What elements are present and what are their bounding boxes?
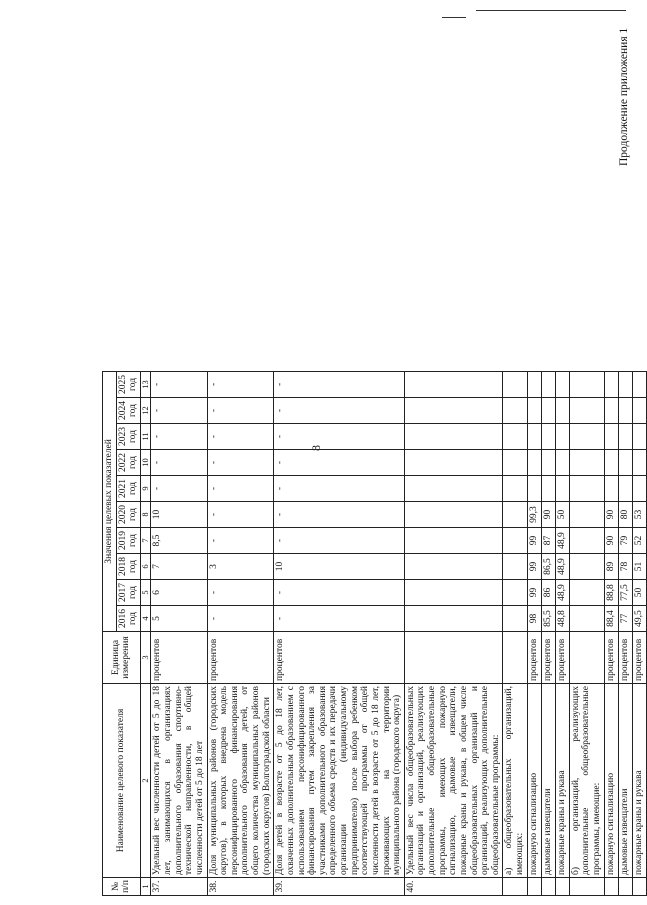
value-cell: -	[151, 450, 207, 476]
value-cell: -	[207, 502, 274, 528]
page-number: 8	[309, 445, 323, 451]
value-cell	[527, 476, 541, 502]
value-cell: 50	[632, 580, 646, 606]
value-cell	[569, 450, 604, 476]
value-cell: 77,5	[618, 580, 632, 606]
value-cell	[541, 371, 555, 397]
value-cell	[404, 476, 503, 502]
value-cell: -	[151, 476, 207, 502]
indicator-name: пожарные краны и рукава	[555, 684, 569, 878]
header-year: 2020 год	[116, 502, 140, 528]
row-number	[503, 878, 527, 896]
value-cell: -	[207, 371, 274, 397]
value-cell: 48,9	[555, 580, 569, 606]
unit-cell: процентов	[527, 632, 541, 684]
value-cell: 85,5	[541, 606, 555, 632]
value-cell: 77	[618, 606, 632, 632]
row-number	[555, 878, 569, 896]
header-values-group: Значения целевых показателей	[103, 371, 117, 631]
indicator-name: Удельный вес числа общеобразовательных организаций и организаций, реализующих дополнительные общеобразовательные программы, имеющих пожарную сигнализацию, дымовые извещатели, пожарные краны и рукава, в общем числе общеобразовательных организаций и организаций, реализующих дополнительные общеобразовательные программы:	[404, 684, 503, 878]
value-cell	[569, 554, 604, 580]
unit-cell: процентов	[151, 632, 207, 684]
blank-area	[274, 0, 405, 371]
table-row	[604, 0, 618, 896]
indicator-name: а) общеобразовательных организаций, имеющих:	[503, 684, 527, 878]
value-cell	[503, 502, 527, 528]
indicator-name: дымовые извещатели	[541, 684, 555, 878]
value-cell: 8,5	[151, 528, 207, 554]
value-cell: 86,5	[541, 554, 555, 580]
blank-area	[151, 0, 207, 371]
value-cell	[404, 554, 503, 580]
value-cell: 88,4	[604, 606, 618, 632]
value-cell: 87	[541, 528, 555, 554]
value-cell: 99	[527, 554, 541, 580]
blank-area	[503, 0, 527, 371]
value-cell: 48,9	[555, 528, 569, 554]
value-cell: -	[207, 528, 274, 554]
row-number: 39.	[274, 878, 405, 896]
value-cell	[569, 606, 604, 632]
value-cell: 90	[604, 528, 618, 554]
unit-cell: процентов	[555, 632, 569, 684]
table-row	[151, 0, 207, 896]
unit-cell: процентов	[541, 632, 555, 684]
value-cell: -	[274, 450, 405, 476]
row-number	[527, 878, 541, 896]
column-number: 12	[140, 398, 151, 424]
value-cell: 48,8	[555, 606, 569, 632]
value-cell: 52	[632, 528, 646, 554]
unit-cell: процентов	[618, 632, 632, 684]
table-row	[555, 0, 569, 896]
value-cell: -	[207, 398, 274, 424]
header-year: 2023 год	[116, 424, 140, 450]
value-cell	[618, 424, 632, 450]
blank-area	[632, 0, 646, 371]
value-cell	[569, 476, 604, 502]
indicator-name: Удельный вес численности детей от 5 до 18 лет, занимающихся в организациях дополнительного образования спортивно-технической направленности, в общей численности детей от 5 до 18 лет	[151, 684, 207, 878]
value-cell: -	[274, 476, 405, 502]
column-number: 7	[140, 528, 151, 554]
value-cell	[527, 450, 541, 476]
value-cell: -	[274, 371, 405, 397]
value-cell	[541, 450, 555, 476]
value-cell: 48,9	[555, 554, 569, 580]
value-cell: -	[151, 371, 207, 397]
value-cell	[404, 580, 503, 606]
row-number	[541, 878, 555, 896]
blank-area	[404, 0, 503, 371]
value-cell	[618, 476, 632, 502]
column-number: 5	[140, 580, 151, 606]
value-cell	[569, 528, 604, 554]
value-cell	[632, 398, 646, 424]
value-cell	[404, 398, 503, 424]
value-cell: 99,3	[527, 502, 541, 528]
value-cell	[503, 398, 527, 424]
unit-cell	[503, 632, 527, 684]
unit-cell: процентов	[604, 632, 618, 684]
indicator-name: Доля муниципальных районов (городских округов), в которых внедрена модель персонифицированного финансирования дополнительного образования детей, от общего количества муниципальных районов (городских округов) Волгоградской области	[207, 684, 274, 878]
value-cell: -	[151, 398, 207, 424]
value-cell	[503, 476, 527, 502]
value-cell	[527, 424, 541, 450]
value-cell	[604, 371, 618, 397]
value-cell: 10	[274, 554, 405, 580]
value-cell	[503, 528, 527, 554]
table-row	[632, 0, 646, 896]
value-cell: -	[207, 476, 274, 502]
value-cell	[404, 502, 503, 528]
value-cell	[503, 606, 527, 632]
indicators-table	[102, 0, 647, 896]
blank-area	[527, 0, 541, 371]
header-year: 2025 год	[116, 371, 140, 397]
continuation-caption: Продолжение приложения 1	[618, 27, 630, 166]
unit-cell: процентов	[274, 632, 405, 684]
header-year: 2017 год	[116, 580, 140, 606]
table-header	[103, 0, 151, 896]
value-cell: -	[274, 580, 405, 606]
blank-area	[541, 0, 555, 371]
value-cell	[527, 398, 541, 424]
value-cell: -	[207, 606, 274, 632]
value-cell: 98	[527, 606, 541, 632]
indicator-name: пожарную сигнализацию	[527, 684, 541, 878]
value-cell: 51	[632, 554, 646, 580]
value-cell: 88,8	[604, 580, 618, 606]
header-year: 2022 год	[116, 450, 140, 476]
row-number	[632, 878, 646, 896]
value-cell	[604, 398, 618, 424]
value-cell	[404, 424, 503, 450]
value-cell	[569, 502, 604, 528]
value-cell	[618, 450, 632, 476]
value-cell	[503, 424, 527, 450]
value-cell: -	[274, 606, 405, 632]
value-cell	[503, 371, 527, 397]
value-cell	[604, 450, 618, 476]
value-cell	[541, 424, 555, 450]
column-number: 11	[140, 424, 151, 450]
blank-area	[604, 0, 618, 371]
table-row	[541, 0, 555, 896]
unit-cell: процентов	[632, 632, 646, 684]
value-cell: 90	[604, 502, 618, 528]
indicator-name: пожарные краны и рукава	[632, 684, 646, 878]
table-row	[618, 0, 632, 896]
row-number	[569, 878, 604, 896]
column-number: 1	[140, 878, 151, 896]
value-cell: -	[274, 424, 405, 450]
value-cell: -	[207, 450, 274, 476]
value-cell	[604, 476, 618, 502]
value-cell: 5	[151, 606, 207, 632]
value-cell	[632, 424, 646, 450]
unit-cell	[404, 632, 503, 684]
header-year: 2018 год	[116, 554, 140, 580]
header-name: Наименование целевого показателя	[103, 684, 141, 878]
value-cell	[632, 476, 646, 502]
value-cell	[541, 398, 555, 424]
value-cell	[404, 606, 503, 632]
column-number: 3	[140, 632, 151, 684]
value-cell	[555, 450, 569, 476]
column-number: 9	[140, 476, 151, 502]
value-cell: 86	[541, 580, 555, 606]
value-cell	[555, 424, 569, 450]
value-cell: 99	[527, 528, 541, 554]
value-cell: 50	[555, 502, 569, 528]
header-num: № п/п	[103, 878, 141, 896]
value-cell	[555, 476, 569, 502]
value-cell: -	[274, 528, 405, 554]
unit-cell	[569, 632, 604, 684]
value-cell: 80	[618, 502, 632, 528]
value-cell: -	[151, 424, 207, 450]
value-cell	[404, 371, 503, 397]
value-cell	[604, 424, 618, 450]
table-row	[527, 0, 541, 896]
header-year: 2021 год	[116, 476, 140, 502]
value-cell: 89	[604, 554, 618, 580]
column-number: 10	[140, 450, 151, 476]
table-row	[569, 0, 604, 896]
value-cell	[632, 371, 646, 397]
blank-area	[555, 0, 569, 371]
table-body	[151, 0, 646, 896]
header-year: 2024 год	[116, 398, 140, 424]
value-cell	[503, 450, 527, 476]
table-row	[404, 0, 503, 896]
value-cell	[404, 528, 503, 554]
indicator-name: пожарную сигнализацию	[604, 684, 618, 878]
value-cell: 6	[151, 580, 207, 606]
header-year: 2016 год	[116, 606, 140, 632]
value-cell: 49,5	[632, 606, 646, 632]
value-cell	[569, 398, 604, 424]
value-cell	[569, 371, 604, 397]
value-cell	[618, 398, 632, 424]
value-cell	[503, 554, 527, 580]
value-cell	[618, 371, 632, 397]
table-row	[274, 0, 405, 896]
value-cell: 10	[151, 502, 207, 528]
table-row	[207, 0, 274, 896]
row-number	[604, 878, 618, 896]
indicator-name: Доля детей в возрасте от 5 до 18 лет, охваченных дополнительным образованием с использованием персонифицированного финансирования путем закрепления за участниками дополнительного образования определенного объема средств и их передачи организации (индивидуальному предпринимателю) после выбора ребенком соответствующей программы от общей численности детей в возрасте от 5 до 18 лет, проживающих на территории муниципального района (городского округа)	[274, 684, 405, 878]
unit-cell: процентов	[207, 632, 274, 684]
blank-area	[569, 0, 604, 371]
value-cell: -	[274, 398, 405, 424]
row-number: 40.	[404, 878, 503, 896]
row-number	[618, 878, 632, 896]
blank-area	[618, 0, 632, 371]
value-cell: 7	[151, 554, 207, 580]
value-cell	[569, 580, 604, 606]
column-number: 2	[140, 684, 151, 878]
indicator-name: б) организаций, реализующих дополнительные общеобразовательные программы, имеющие:	[569, 684, 604, 878]
value-cell: 53	[632, 502, 646, 528]
column-number: 4	[140, 606, 151, 632]
value-cell	[541, 476, 555, 502]
column-number: 6	[140, 554, 151, 580]
value-cell: 99	[527, 580, 541, 606]
value-cell	[632, 450, 646, 476]
header-unit: Единица измерения	[103, 632, 141, 684]
value-cell	[404, 450, 503, 476]
column-number: 13	[140, 371, 151, 397]
value-cell	[555, 398, 569, 424]
blank-area	[103, 0, 151, 371]
header-year: 2019 год	[116, 528, 140, 554]
value-cell	[503, 580, 527, 606]
value-cell: 90	[541, 502, 555, 528]
value-cell: -	[207, 424, 274, 450]
value-cell: 79	[618, 528, 632, 554]
value-cell: 78	[618, 554, 632, 580]
row-number: 38.	[207, 878, 274, 896]
value-cell: -	[207, 580, 274, 606]
table-row	[503, 0, 527, 896]
row-number: 37.	[151, 878, 207, 896]
value-cell: -	[274, 502, 405, 528]
value-cell	[555, 371, 569, 397]
value-cell	[569, 424, 604, 450]
value-cell	[527, 371, 541, 397]
column-number: 8	[140, 502, 151, 528]
value-cell: 3	[207, 554, 274, 580]
blank-area	[207, 0, 274, 371]
indicator-name: дымовые извещатели	[618, 684, 632, 878]
